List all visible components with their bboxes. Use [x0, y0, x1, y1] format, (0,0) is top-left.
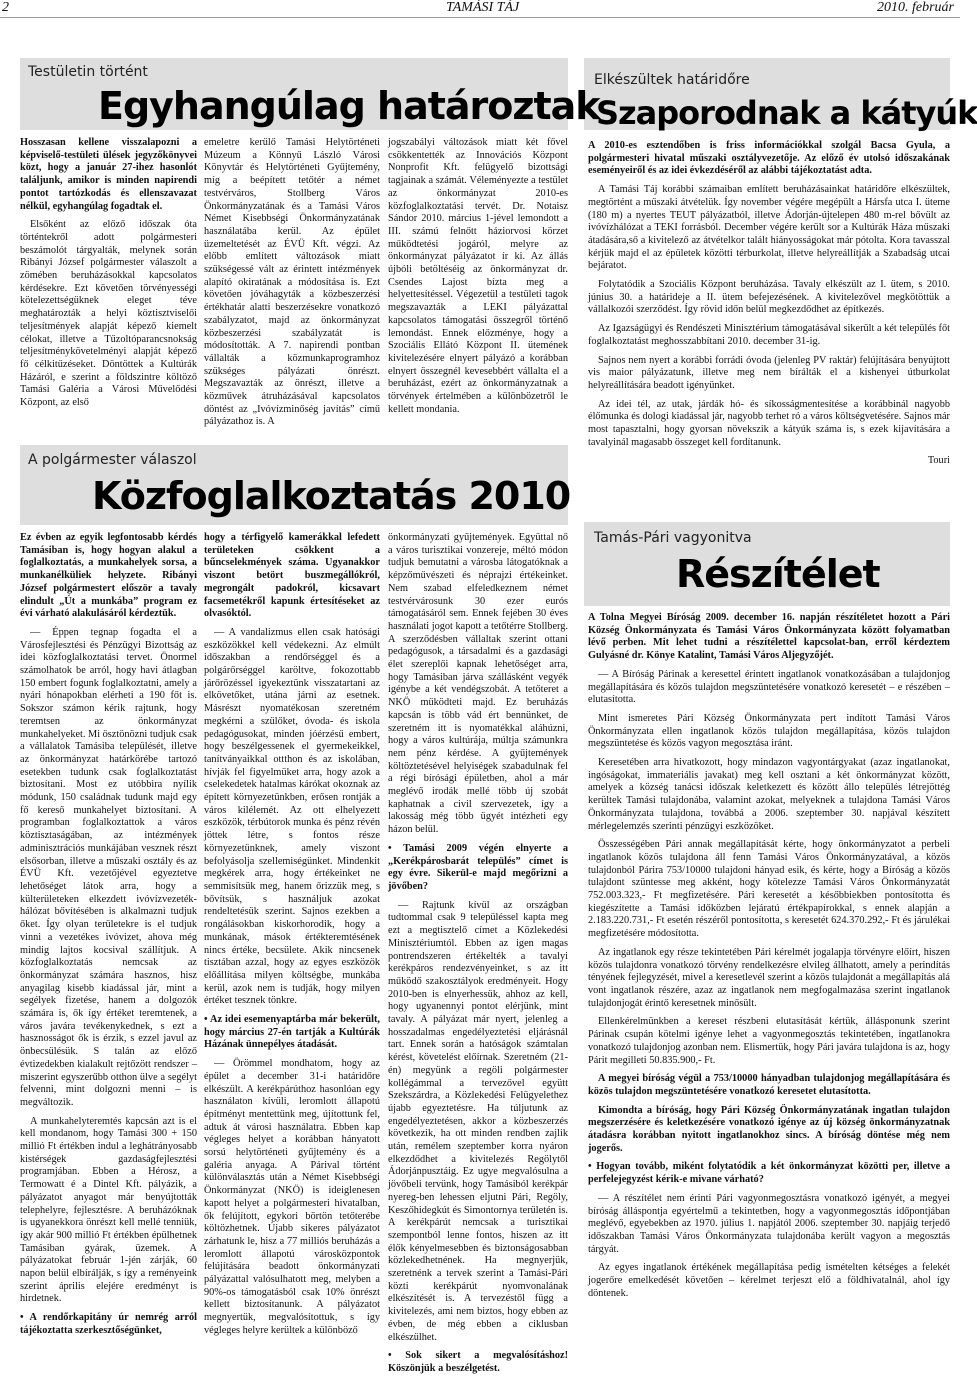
- article2-body: [588, 140, 950, 500]
- article2-p4: Sajnos nem nyert a korábbi forrádi óvoda (jelenleg PV raktár) felújítására benyújtott vis maior pályázatunk, illetve meg nem bírálták el a kishenyei útburkolat helyreállítására beadott igényünket.: [588, 354, 950, 391]
- article3-col2-lead: hogy a térfigyelő kamerákkal lefedett területeken csökkent a bűncselekmények száma. Ugyanakkor viszont betört buszmegállókról, megrongált padokról, kicsavart facsemetékről kapunk értesítéseket az olvasóktól.: [204, 532, 380, 620]
- article3-col3-question: • Tamási 2009 végén elnyerte a „Kerékpárosbarát település” címet is egy évre. Sikerül-e majd megőrizni a jövőben?: [388, 842, 568, 892]
- article3-col3: [388, 532, 568, 1374]
- paper-name: TAMÁSI TÁJ: [446, 0, 520, 15]
- article4-p9: — A részítélet nem érinti Pári vagyonmegosztásra vonatkozó igényét, a megyei bíróság álláspontja egyértelmű a tekintetben, hogy a vagyonmegosztás időpontjában meglévő, egyebekben az 1970. július 1. napjától 2006. szeptember 30. napjáig terjedő időszakban Tamási Város Önkormányzata tulajdonába került vagyon a megosztás tárgyát.: [588, 1192, 950, 1255]
- article4-p4: Összességében Pári annak megállapítását kérte, hogy önkormányzatot a perbeli ingatlanok közös tulajdona áll fenn Tamási Város Önkormányzatával, a közös tulajdonból Párira 753/10000 tulajdoni hányad esik, és kérte, hogy a Bíróság a közös tulajdont szüntesse meg akként, hogy kötelezze Tamási Város Önkormányzatát 752.003.323,- Ft megfizetésére. Pári keresetét a későbbiekben pontosította és kiegészítette a Tamási időközben lejáratú értékpapírokkal, s ennek alapján a 2.183.220.731,- Ft esetén részéről pontosította, s keresetét 624.370.292,- Ft és járulékai megfizetésére módosította.: [588, 839, 950, 940]
- article2-p2: Folytatódik a Szociális Központ beruházása. Tavaly elkészült az I. ütem, s 2010. június 30. a határideje a II. ütem befejezésének. A kivitelezővel megkötöttük a vállalkozói szerződést. Így rövid időn belül megkezdődhet az építkezés.: [588, 279, 950, 316]
- article3-col2: [204, 532, 380, 1357]
- article4-p6: Ellenkérelmünkben a kereset részbeni elutasítását kértük, állásponunk szerint Párinak csupán kötelmi igénye lehet a vagyonmegosztás tekintetében, ingatlanokra vonatkozó tulajdonjog azonban nem. Elismertük, hogy Pári javára tulajdona is az, hogy Párit megilleti 50.835.900,- Ft.: [588, 1016, 950, 1066]
- article4-p7: A megyei bíróság végül a 753/10000 hányadban tulajdonjog megállapítására és közös tulajdon megszüntetésére vonatkozó keresetet elutasította.: [588, 1073, 950, 1097]
- article4-p2: Mint ismeretes Pári Község Önkormányzata pert indított Tamási Város Önkormányzata ellen ingatlanok közös tulajdon megállapítása, közös tulajdon megszüntetése és közös vagyon megosztása iránt.: [588, 712, 950, 750]
- kicker-testuletin: Testületin történt: [28, 64, 148, 80]
- article1-col2: [204, 137, 380, 437]
- article4-lead: A Tolna Megyei Bíróság 2009. december 16. napján részítéletet hozott a Pári Község Önkormányzata és Tamási Város Önkormányzata között folyamatban lévő perben. Mit lehet tudni a részítélettel kapcsolat-ban, erről kérdeztem Gulyásné dr. Könye Katalint, Tamási Város Aljegyzőjét.: [588, 612, 950, 662]
- article1-lead: Hosszasan kellene visszalapozni a képviselő-testületi ülések jegyzőkönyvei közt, hogy a január 27-ihez hasonlót találjunk, amikor is minden napirendi pontot tartózkodás és ellenszavazat nélkül, egyhangúlag fogadtak el.: [20, 137, 197, 212]
- article1-col3-text: jogszabályi változások miatt két fővel csökkentették az Innovációs Központ Nonprofit Kft. felügyelő bizottsági tagjainak a számát. Véleményezte a testület az önkormányzat 2010-es közfoglalkoztatási tervét. Dr. Notaisz Sándor 2010. március 1-jével lemondott a III. számú felnőtt háziorvosi körzet működtetési jogáról, melyre az önkormányzat pályázatot ír ki. Az állás újbóli betöltéséig az önkormányzat dr. Csendes Lajost bízta meg a helyettesítéssel. Végezetül a testületi tagok megszavazták a LEKI pályázattal kapcsolatos támogatási összegről történő lemondást. Ennek előzménye, hogy a Szociális Ellátó Központ II. ütemének kivitelezésére elnyert pályázó a korábban elnyert összegnél kevesebbért vállalta el a beruházást, ezért az önkormányzatnak a törvények értelmében a különbözetről le kellett mondania.: [388, 137, 568, 415]
- article2-p5: Az idei tél, az utak, járdák hó- és síkosságmentesítése a korábbinál nagyobb élőmunka és dologi kiadással jár, nagyobb terhet ró a város költségvetésére. Sajnos már most tapasztalni, hogy gyorsan növekszik a kátyúk száma is, s ezek kijavítására a tavalyinál magasabb összeget kell fordítanunk.: [588, 398, 950, 448]
- article4-question: • Hogyan tovább, miként folytatódik a két önkormányzat közötti per, illetve a perfelejegyzést kérik-e mivane várható?: [588, 1161, 950, 1186]
- article4-p3: Keresetében arra hivatkozott, hogy mindazon vagyontárgyakat (azaz ingatlanokat, ingóságokat, immateriális javakat) meg kell osztani a két önkormányzat között, amelyek a község tanácsi időszak keletkezett és között állo település létrejöttég kerültek Tamási tulajdonába, valamint azokat, melyeknek a tulajdona Tamási Város Önkormányzata tulajdona, továbbá a 2006. szeptember 30. napjával készített mérlegelemzés szerinti pénzügyi eszközöket.: [588, 757, 950, 832]
- article1-col3: [388, 137, 568, 437]
- article3-col1: [20, 532, 197, 1357]
- article3-col2-text-c: — Örömmel mondhatom, hogy az épület a december 31-i határidőre elkészült. A kerékpárúthoz hasonlóan egy használaton kívüli, leromlott állapotú építményt mentettünk meg, újítottunk fel, adtuk át városi használatra. Ebben kap végleges helyet a korábban hányatott sorsú helytörténeti gyűjtemény és a galéria anyaga. A Párival történt különválasztás után a Német Kisebbségi Önkormányzat (NKÖ) is ideiglenesen kapott helyet a polgármesteri hivatalban, ők felújított, egykori börtön tetőterébe költözhetnek. Újabb sikeres pályázatot zárhatunk le, hisz a 77 milliós beruházás a leromlott állapotú városközpontok felújítására beadott önkormányzati pályázattal valósulhatott meg, melyben a 90%-os támogatásból csak 10% önrészt kellett biztosítanunk. A pályázatot megnyertük, megvalósítottuk, s így végleges helyre kerültek a különböző: [204, 1058, 380, 1336]
- article1-col1: [20, 137, 197, 437]
- page-number: 2: [2, 0, 9, 15]
- article4-p5: Az ingatlanok egy része tekintetében Pári kérelmét jogalapja törvényre előírt, hiszen közös tulajdonra vonatkozó törvény rendelkezésre elvileg állhatott, amely a perindítás tényének fejlegyzését, mivel a keresetlevél szerint a közös tulajdonát a megállapítás alá vont ingatlanok részére, azaz az ingatlanok nem megfogalmazása szerint ingatlanok tulajdonjogát érintő keresetnek minősült.: [588, 946, 950, 1009]
- headline-reszitelet: Részítélet: [676, 552, 880, 596]
- article2-lead: A 2010-es esztendőben is friss információkkal szolgál Bacsa Gyula, a polgármesteri hivatal műszaki osztályvezetője. Az előző év utolsó időszakának eseményeiről és az idei évkezdéséről az alábbi tájékoztatást adta.: [588, 140, 950, 177]
- article3-col1-question: • A rendőrkapitány úr nemrég arról tájékoztatta szerkesztőségünket,: [20, 1312, 197, 1336]
- kicker-elkeszultek: Elkészültek határidőre: [594, 72, 750, 88]
- article3-col2-text: — A vandalizmus ellen csak hatósági eszközökkel kell védekezni. Az elmúlt időszakban a rendőrséggel és a polgárőrséggel karöltve, fokozottabb járőrözéssel igyekeztünk visszatartani az elkövetőket, utána járni az esetnek. Másrészt nyomatékosan szeretném megkérni a szülőket, óvoda- és iskola pedagógusokat, minden jóérzésű embert, hogy beszélgessenek el gyermekeikkel, tanítványaikkal ottthon és az iskolában, hívják fel figyelmüket arra, hogy azok a cselekedetek hatalmas kárókat okoznak az épített környezetünkben, erősen rontják a város kilélemét. Az ott elhelyezett eszközök, térbútorok munka és pénz révén jöttek létre, s fontos része környezetünknek, amely viszont befolyásolja szellemiségünket. Mindenkit megkérek arra, hogy értékeinket ne semmisítsük meg, hanem őrizzük meg, s bővítsük, s használjuk azokat rendeltetésük szerint. Sajnos ezekben a rongálásokban kiskorhorodik, hogy a munkának, mások értékteremtésének nincs értéke, becsülete. Akik nincsenek tisztában azzal, hogy az egyes eszközök előállítása milyen költségbe, munkába kerül, azok nem is tudják, hogy milyen értéket tesznek tönkre.: [204, 626, 380, 1007]
- article1-col2-text: emeletre kerülő Tamási Helytörténeti Múzeum a Könnyű László Városi Könyvtár és Helytörténeti Gyűjtemény, míg a beépített tetőtér a német testvérváros, Stollberg Város Önkormányzatának és a Tamási Város Német Kisebbségi Önkormányzatának használatába kerül. Az épület üzemeltetését az ÉVÜ Kft. végzi. Az előbb említett változások miatt szükségessé vált az érintett intézmények alapító okiratának a módosítása is. Ezt követően jóváhagyták a közbeszerzési értékhatár alatti beszerzésekre vonatkozó szabályzatot, majd az önkormányzat közbeszerzési szabályzatát is módosították. A 7. napirendi pontban vállalták a közmunkaprogramhoz szükséges pályázati önrészt. Megszavazták az önrészt, illetve a közművek átruházásával kapcsolatos döntést az „Ivóvízminőség javítás” című pályázathoz is. A: [204, 137, 380, 428]
- issue-date: 2010. február: [877, 0, 954, 15]
- headline-kozfoglalkoztatas: Közfoglalkoztatás 2010: [92, 474, 571, 518]
- kicker-polgarmester: A polgármester válaszol: [28, 452, 197, 468]
- article4-p1: — A Bíróság Párinak a keresettel érintett ingatlanok vonatkozásában a tulajdonjog megállapítására és közös tulajdon megszüntetésére vonatkozó keresetét – e részében – elutasította.: [588, 668, 950, 706]
- headline-egyhangulag: Egyhangúlag határoztak: [98, 84, 600, 128]
- article3-col2-question: • Az idei esemenyaptárba már bekerült, hogy március 27-én tartják a Kultúrák Házának ünnepélyes átadását.: [204, 1014, 380, 1051]
- article3-col1-text: — Éppen tegnap fogadta el a Városfejlesztési és Pénzügyi Bizottság az idei közfoglalkoztatási tervet. Önormel számolhatok be arról, hogy havi átlagban 150 embert fogunk foglalkoztatni, amely a nyári hónapokban elérheti a 190 főt is. Sokszor számon kérik rajtunk, hogy teremtsen az önkormányzat munkahelyeket. Mi ösztönözni tudjuk csak a vállalatok Tamásiba települését, illetve az önkormányzat határkörébe tartozó esetekben tudunk csak foglalkoztatást biztosítani. Most ez utóbbira nyílik módunk, 150 családnak tudunk majd egy fő kereső munkahelyet biztosítani. A programban foglalkoztattok a város köztisztaságában, az intézmények adminisztrációs munkájában vesznek részt elsősorban, illetve a műszaki osztály és az ÉVÜ Kft. vezetőjével egyeztetve lehetőséget látok arra, hogy a külterületeken elkezdett ivóvízvezeték-hálózat bővítésében is alkalmazni tudjuk őket. Így olyan területekre is el tudjuk vinni a vezetékes ivóvizet, ahova még mindig lajtos kocsival szállítjuk. A közfoglalkoztatás nemcsak az önkormányzat számára hasznos, hisz anyagilag kisebb kiadással jár, mint a segélyek fizetése, hanem a dolgozók számára is, ők így értéket teremtenek, a város javára tevékenykednek, s ezt a hasznosságot ők is érzik, s ezzel javul az önbecsülésük. S talán az előző évtizedekben kialakult rejtőzött rendszer – miszerint egyszerűbb otthon ülve a segélyt felvenni, mint dolgozni menni – is megváltozik.: [20, 626, 198, 1108]
- article3-col1-text-b: A munkahelyteremtés kapcsán azt is el kell mondanom, hogy Tamási 300 + 150 millió Ft értékben indul a leghátrányosabb kistérségek gazdaságfejlesztési programjában. Ebben a Hérosz, a Termowatt é a Dintel Kft. pályázik, a pályázatot anyagot már benyújtották telephelyre, fejlesztésre. A beruházóknak is ugyanekkora önrészt kell mellé tenniük, így akár 900 millió Ft értékben épülhetnek Tamásiban gyárak, üzemek. A pályázatokat február 1-jén zárják, 60 napon belül elbírálják, s így a reményeink szerint április elejére eredményt is hirdetnek.: [20, 1115, 197, 1305]
- article3-col3-closing: • Sok sikert a megvalósításhoz! Köszönjük a beszélgetést.: [388, 1350, 568, 1374]
- article4-p10: Az egyes ingatlanok értékének megállapítása pedig ismételten kétséges a felekét jogerőre emelkedését követően – kérelmet terjeszt elő a földhivatalnál, ahol így döntenek.: [588, 1262, 950, 1299]
- headline-szaporodnak: Szaporodnak a kátyúk: [596, 94, 977, 132]
- header-rule: [0, 17, 960, 18]
- article3-col3-text: önkormányzati gyűjtemények. Együttal nő a város turisztikai vonzereje, méltó módon tudjuk bemutatni a városba látogatóknak a képzőművészeti és néprajzi értékeinket. Nem szabad elfeledkeznem német testvérvárosunk 30 ezer eurós támogatásáról sem. Ennek fejében 30 éves használati jogot kapott a tetőtérre Stollberg. A szerződésben vállaltak szerint ottani pedagógusok, a társadalmi és a gazdasági élet szereplői kapnak lehetőséget arra, hogy Tamásiban járva szállásként vegyék igénybe a két vendégszobát. A tetőteret a NKÖ működteti majd. Ez beruházás kapcsán is több vád ért bennünket, de szeretném itt is nyomatékkal aláhúzni, hogy a város kultúrája, múltja számunkra nem pénz kérdése. A gyűjtemények költöztetésével helyiségek szabadulnak fel a régi bírósági épületben, ahol a már meglévő irodák mellé több új szobát kaphatnak a civil szervezetek, így a lakosság még több ügyét intézheti egy házon belül.: [388, 532, 568, 836]
- article4-p8: Kimondta a bíróság, hogy Pári Község Önkormányzatának ingatlan tulajdon megszerzésére és keletkezésére vonatkozó igénye az új község önkormányzatnak átadásra korábban nyitott ingatlanokhoz sincs. A bíróság döntése még nem jogerős.: [588, 1104, 950, 1154]
- article2-signature: Touri: [927, 455, 950, 467]
- article3-col3-text-c: — Rajtunk kívül az országban tudtommal csak 9 településsel kapta meg ezt a megtisztelő címet a Közlekedési Minisztériumtól. Ebben az igen magas pontrendszeren értékelték a tavalyi kerékpáros rendezvényeinket, s az itt működő szakosztályok eredményeit. Hogy 2010-ben is elnyerhessük, ahhoz az kell, hogy ugyanennyi pontot elérjünk, mint tavaly. A pályázat már nyert, jelenleg a hosszadalmas engedélyeztetési eljárásnál tart. Ennek során a hatóságok számtalan kérést, követelést előírnak. Szeretném (21-én) megyünk a regöli polgármester kollégámmal a tervezővel együtt Szekszárdra, a Közlekedési Felügyelethez újabb egyeztetésre. Ha túljutunk az engedélyeztetésen, akkor a közbeszerzés következik, ha ott minden rendben zajlik után, remélem szeptember korra nyáron elkezdődhet a kivitelezés Regölytől Ádorjánpusztáig. Ez ugye megvalósulna a jövőbeli tervünk, hogy Tamásiból kerékpár nyereg-ben lehessen eljutni Pári, Regöly, Keszőhidegkút és Simontornya területén is. A kerékpárút nemcsak a turisztikai szempontból lenne fontos, hiszen az itt élők kényelmesebben és biztonságosabban közlekedhetnének. Ha megnyerjük, szeretnénk a tervek szerint a Tamási-Pári közti kerékpárút nyomvonalának elkészítését is. A tervezéstől függ a kivitelezés, ami nem biztos, hogy ebben az évben, de még ebben a ciklusban elkészülhet.: [388, 899, 568, 1343]
- article4-body: [588, 612, 950, 1357]
- article2-p1: A Tamási Táj korábbi számaiban említett beruházásainkat határidőre elkészültek, megtörtént a műszaki átvételük. Így november végére megépült a Hársfa utca I. üteme (180 m) a nyertes TEUT pályázatból, illetve Ádorján-újtelepen 480 m-rel bővült az ivóvízhálózat a TEKI forrásból. December végére került sor a Kultúrák Háza műszaki átadására,ső a kivitelező az átvételkor talált hiányosságokat már pótolta. Kora tavasszal kérjük majd el az épületek közötti térburkolat, illetve helyreállítják a Szabadság utcai bejáratot.: [588, 184, 950, 272]
- article1-col1-text: Elsőként az előző időszak óta történtekről adott polgármesteri beszámolót tárgyalták, melynek során Ribányi József polgármester válaszolt a zömében beruházásokkal kapcsolatos kérdésekre. Ezt követően törvényességi kötelezettségüknek eleget téve meghatározták a helyi köztisztviselői teljesítmények alapját képező kiemelt célokat, illetve a Tűzoltóparancsnokság teljesítménykövetelményi alapját képező fő célkitűzéseket. Döntöttek a Kultúrák Házáról, e szerint a földszintre költöző Tamási Galéria a Városi Művelődési Központ, az első: [20, 219, 197, 409]
- kicker-tamas-pari: Tamás-Pári vagyonitva: [594, 530, 752, 546]
- article2-p3: Az Igazságügyi és Rendészeti Minisztérium támogatásával sikerült a két település főt foglalkoztatást meghosszabbítani 2010. december 31-ig.: [588, 323, 950, 347]
- article3-lead: Ez évben az egyik legfontosabb kérdés Tamásiban is, hogy hogyan alakul a foglalkoztatás, a munkahelyek sorsa, a munkanélküliek helyzete. Ribányi József polgármestert először a tavaly elindult „Út a munkába” program ez évi várható alakulásáról kérdeztük.: [20, 532, 197, 620]
